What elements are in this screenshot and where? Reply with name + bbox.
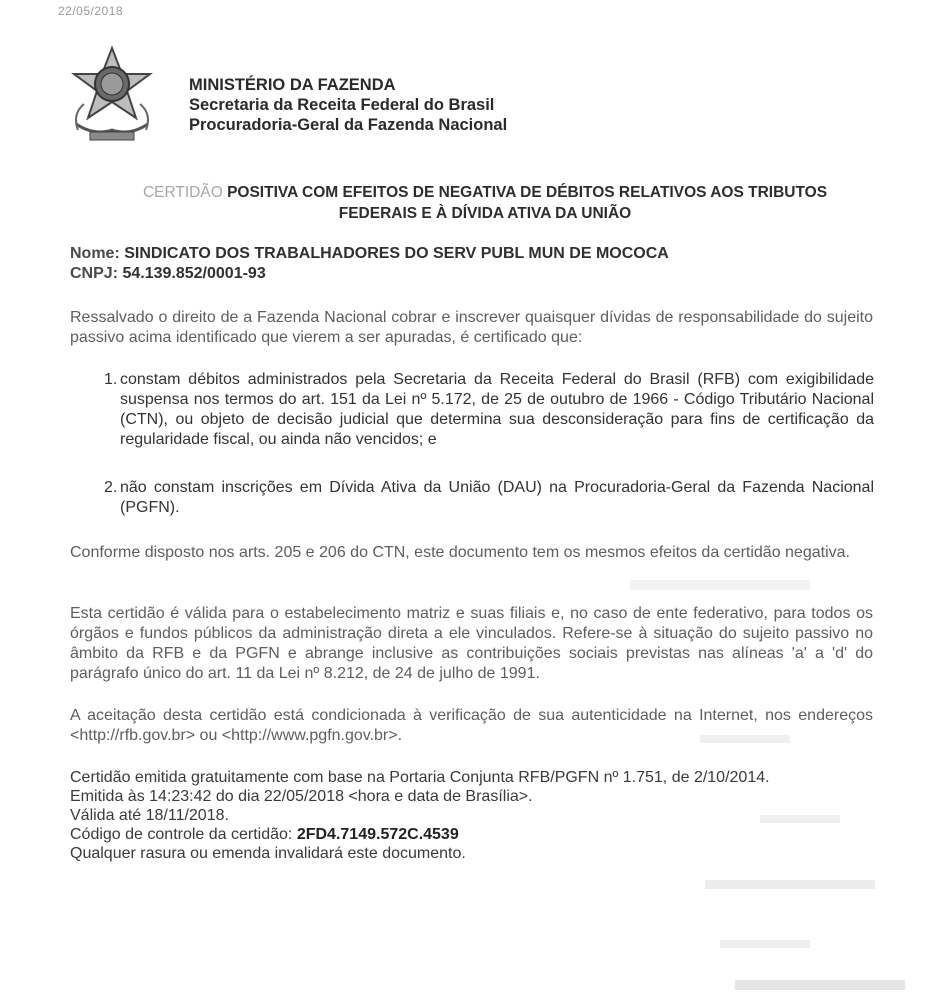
date-stamp: 22/05/2018 — [58, 4, 124, 18]
bleed-through-mark — [735, 980, 905, 990]
erasure-notice: Qualquer rasura ou emenda invalidará este documento. — [70, 845, 466, 862]
bleed-through-mark — [705, 880, 875, 889]
scope-paragraph: Esta certidão é válida para o estabelecimento matriz e suas filiais e, no caso de ente federativo, para todos os órgãos e fundos públicos da administração direta a ele vinculados. Refere-se à situação do sujeito passivo no âmbito da RFB e da PGFN e abrange inclusive as contribuições sociais previstas nas alíneas 'a' a 'd' do parágrafo único do art. 11 da Lei nº 8.212, de 24 de julho de 1991. — [70, 605, 873, 682]
title-faded-word: CERTIDÃO — [142, 184, 223, 201]
effects-paragraph: Conforme disposto nos arts. 205 e 206 do CTN, este documento tem os mesmos efeitos da certidão negativa. — [70, 544, 850, 561]
list-item — [104, 370, 874, 450]
list-item-text: não constam inscrições em Dívida Ativa da União (DAU) na Procuradoria-Geral da Fazenda Nacional (PGFN). — [120, 479, 874, 516]
name-label: Nome: — [70, 245, 120, 262]
cnpj-value: 54.139.852/0001-93 — [122, 265, 266, 282]
attorney-office-name: Procuradoria-Geral da Fazenda Nacional — [189, 116, 508, 134]
list-item-number: 1. — [104, 371, 118, 388]
certificate-title — [60, 182, 910, 224]
intro-paragraph: Ressalvado o direito de a Fazenda Nacional cobrar e inscrever quaisquer dívidas de responsabilidade do sujeito passivo acima identificado que vierem a ser apuradas, é certificado que: — [70, 309, 873, 346]
authenticity-paragraph: A aceitação desta certidão está condicionada à verificação de sua autenticidade na Internet, nos endereços <http://rfb.gov.br> ou <http://www.pgfn.gov.br>. — [70, 707, 873, 744]
list-item — [104, 478, 874, 518]
issuance-details — [70, 768, 770, 863]
issued-at: Emitida às 14:23:42 do dia 22/05/2018 <hora e data de Brasília>. — [70, 788, 533, 805]
title-line-2: FEDERAIS E À DÍVIDA ATIVA DA UNIÃO — [338, 205, 632, 222]
bleed-through-mark — [760, 815, 840, 823]
bleed-through-mark — [700, 735, 790, 743]
list-item-text: constam débitos administrados pela Secretaria da Receita Federal do Brasil (RFB) com exigibilidade suspensa nos termos do art. 151 da Lei nº 5.172, de 25 de outubro de 1966 - Código Tributário Nacional (CTN), ou objeto de decisão judicial que determina sua desconsideração para fins de certificação da regularidade fiscal, ou ainda não vencidos; e — [120, 371, 874, 448]
issued-basis: Certidão emitida gratuitamente com base na Portaria Conjunta RFB/PGFN nº 1.751, de 2/10/2014. — [70, 769, 770, 786]
control-code-value: 2FD4.7149.572C.4539 — [296, 826, 459, 843]
control-code-label: Código de controle da certidão: — [70, 826, 293, 843]
coat-of-arms-icon — [64, 44, 160, 148]
valid-until: Válida até 18/11/2018. — [70, 807, 229, 824]
issuer-header — [189, 75, 507, 135]
title-line-1: POSITIVA COM EFEITOS DE NEGATIVA DE DÉBITOS RELATIVOS AOS TRIBUTOS — [222, 184, 828, 201]
bleed-through-mark — [630, 580, 810, 590]
list-item-number: 2. — [104, 479, 118, 496]
bleed-through-mark — [720, 940, 810, 948]
secretariat-name: Secretaria da Receita Federal do Brasil — [189, 96, 495, 114]
taxpayer-name: SINDICATO DOS TRABALHADORES DO SERV PUBL MUN DE MOCOCA — [124, 245, 669, 262]
ministry-name: MINISTÉRIO DA FAZENDA — [189, 76, 396, 94]
cnpj-label: CNPJ: — [70, 265, 119, 282]
taxpayer-identification — [70, 244, 669, 284]
